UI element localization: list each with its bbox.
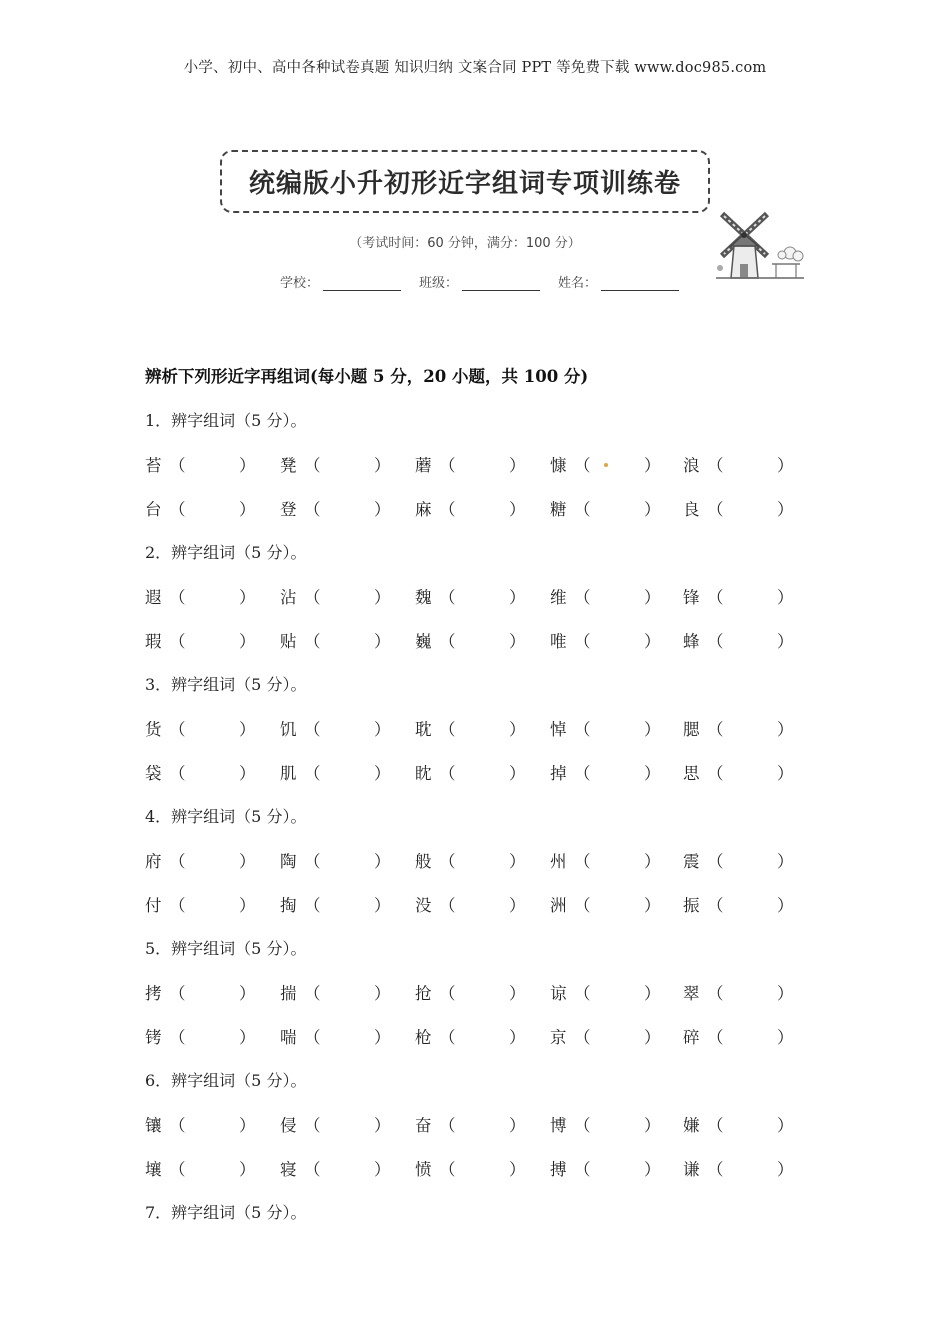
char-label: 登 — [280, 500, 297, 519]
char-label: 眈 — [415, 764, 432, 783]
answer-paren-close: ） — [509, 500, 526, 519]
answer-paren-close: ） — [374, 500, 391, 519]
char-label: 镶 — [145, 1116, 162, 1135]
section-heading: 辨析下列形近字再组词(每小题 5 分，20 小题，共 100 分) — [145, 367, 589, 386]
answer-paren-open[interactable]: （ — [439, 456, 456, 475]
char-label: 侵 — [280, 1116, 297, 1135]
answer-paren-close: ） — [509, 1028, 526, 1047]
question-title: 3．辨字组词（5 分）。 — [145, 675, 307, 694]
answer-paren-open[interactable]: （ — [439, 1028, 456, 1047]
char-label: 魏 — [415, 588, 432, 607]
char-row — [145, 496, 805, 520]
answer-paren-close: ） — [239, 896, 256, 915]
answer-paren-open[interactable]: （ — [304, 632, 321, 651]
char-label: 肌 — [280, 764, 297, 783]
char-label: 振 — [683, 896, 700, 915]
answer-paren-close: ） — [644, 764, 661, 783]
char-row — [145, 584, 805, 608]
char-label: 贴 — [280, 632, 297, 651]
char-label: 震 — [683, 852, 700, 871]
char-label: 州 — [550, 852, 567, 871]
answer-paren-close: ） — [509, 764, 526, 783]
answer-paren-close: ） — [644, 588, 661, 607]
answer-paren-open[interactable]: （ — [574, 984, 591, 1003]
answer-paren-open[interactable]: （ — [574, 500, 591, 519]
answer-paren-open[interactable]: （ — [574, 896, 591, 915]
question-title: 4．辨字组词（5 分）。 — [145, 807, 307, 826]
answer-paren-open[interactable]: （ — [169, 720, 186, 739]
answer-paren-close: ） — [509, 896, 526, 915]
char-label: 良 — [683, 500, 700, 519]
exam-info: （考试时间：60 分钟，满分：100 分） — [349, 236, 581, 251]
char-label: 悼 — [550, 720, 567, 739]
title-box — [220, 150, 710, 213]
char-label: 巍 — [415, 632, 432, 651]
class-label: 班级： — [419, 276, 459, 291]
answer-paren-open[interactable]: （ — [169, 500, 186, 519]
answer-paren-open[interactable]: （ — [574, 1028, 591, 1047]
char-label: 愤 — [415, 1160, 432, 1179]
answer-paren-close: ） — [644, 632, 661, 651]
answer-paren-close: ） — [644, 984, 661, 1003]
answer-paren-open[interactable]: （ — [707, 1028, 724, 1047]
char-label: 碎 — [683, 1028, 700, 1047]
answer-paren-open[interactable]: （ — [439, 984, 456, 1003]
answer-paren-close: ） — [509, 456, 526, 475]
answer-paren-open[interactable]: （ — [574, 632, 591, 651]
school-blank — [323, 274, 401, 291]
answer-paren-close: ） — [509, 1160, 526, 1179]
char-label: 壤 — [145, 1160, 162, 1179]
answer-paren-close: ） — [644, 720, 661, 739]
char-label: 喘 — [280, 1028, 297, 1047]
answer-paren-open[interactable]: （ — [169, 588, 186, 607]
answer-paren-close: ） — [777, 1116, 794, 1135]
char-label: 枪 — [415, 1028, 432, 1047]
answer-paren-close: ） — [239, 588, 256, 607]
char-row — [145, 848, 805, 872]
char-label: 浪 — [683, 456, 700, 475]
answer-paren-close: ） — [374, 852, 391, 871]
answer-paren-open[interactable]: （ — [574, 764, 591, 783]
char-label: 瑕 — [145, 632, 162, 651]
char-row — [145, 980, 805, 1004]
answer-paren-close: ） — [777, 852, 794, 871]
answer-paren-close: ） — [644, 456, 661, 475]
answer-paren-close: ） — [239, 632, 256, 651]
char-label: 付 — [145, 896, 162, 915]
answer-paren-open[interactable]: （ — [439, 764, 456, 783]
windmill-icon — [712, 206, 807, 284]
answer-paren-open[interactable]: （ — [707, 720, 724, 739]
char-row — [145, 716, 805, 740]
char-label: 沾 — [280, 588, 297, 607]
answer-paren-open[interactable]: （ — [439, 896, 456, 915]
answer-paren-open[interactable]: （ — [169, 852, 186, 871]
char-label: 苔 — [145, 456, 162, 475]
char-row — [145, 452, 805, 476]
answer-paren-open[interactable]: （ — [574, 588, 591, 607]
char-label: 货 — [145, 720, 162, 739]
question-title: 6．辨字组词（5 分）。 — [145, 1071, 307, 1090]
answer-paren-open[interactable]: （ — [169, 1160, 186, 1179]
char-label: 凳 — [280, 456, 297, 475]
answer-paren-close: ） — [239, 1028, 256, 1047]
answer-paren-close: ） — [777, 500, 794, 519]
answer-paren-open[interactable]: （ — [707, 984, 724, 1003]
answer-paren-close: ） — [509, 588, 526, 607]
site-header: 小学、初中、高中各种试卷真题 知识归纳 文案合同 PPT 等免费下载 www.doc985.com — [183, 60, 767, 76]
page-title: 统编版小升初形近字组词专项训练卷 — [248, 169, 681, 199]
name-blank — [601, 274, 679, 291]
class-blank — [462, 274, 540, 291]
answer-paren-close: ） — [374, 984, 391, 1003]
answer-paren-close: ） — [374, 1116, 391, 1135]
question-title: 5．辨字组词（5 分）。 — [145, 939, 307, 958]
answer-paren-close: ） — [374, 720, 391, 739]
answer-paren-open[interactable]: （ — [169, 1028, 186, 1047]
answer-paren-open[interactable]: （ — [439, 588, 456, 607]
answer-paren-open[interactable]: （ — [304, 764, 321, 783]
answer-paren-close: ） — [239, 984, 256, 1003]
answer-paren-open[interactable]: （ — [304, 1028, 321, 1047]
answer-paren-close: ） — [777, 1028, 794, 1047]
char-row — [145, 1024, 805, 1048]
char-label: 搏 — [550, 1160, 567, 1179]
char-label: 陶 — [280, 852, 297, 871]
answer-paren-close: ） — [644, 1160, 661, 1179]
char-label: 寝 — [280, 1160, 297, 1179]
char-label: 翠 — [683, 984, 700, 1003]
answer-paren-open[interactable]: （ — [707, 1116, 724, 1135]
answer-paren-open[interactable]: （ — [574, 720, 591, 739]
answer-paren-open[interactable]: （ — [707, 764, 724, 783]
answer-paren-close: ） — [509, 1116, 526, 1135]
char-label: 揣 — [280, 984, 297, 1003]
char-label: 没 — [415, 896, 432, 915]
answer-paren-close: ） — [509, 852, 526, 871]
char-label: 铐 — [145, 1028, 162, 1047]
answer-paren-close: ） — [509, 720, 526, 739]
char-label: 谦 — [683, 1160, 700, 1179]
answer-paren-open[interactable]: （ — [304, 1160, 321, 1179]
answer-paren-close: ） — [777, 764, 794, 783]
answer-paren-close: ） — [239, 764, 256, 783]
answer-paren-open[interactable]: （ — [439, 852, 456, 871]
char-label: 嫌 — [683, 1116, 700, 1135]
answer-paren-open[interactable]: （ — [707, 456, 724, 475]
char-label: 饥 — [280, 720, 297, 739]
answer-paren-close: ） — [509, 632, 526, 651]
answer-paren-open[interactable]: （ — [707, 632, 724, 651]
answer-paren-open[interactable]: （ — [707, 1160, 724, 1179]
answer-paren-close: ） — [374, 1028, 391, 1047]
question-title: 2．辨字组词（5 分）。 — [145, 543, 307, 562]
char-row — [145, 1112, 805, 1136]
answer-paren-close: ） — [644, 896, 661, 915]
char-label: 府 — [145, 852, 162, 871]
answer-paren-close: ） — [374, 896, 391, 915]
answer-paren-open[interactable]: （ — [169, 764, 186, 783]
answer-paren-open[interactable]: （ — [707, 500, 724, 519]
answer-paren-close: ） — [644, 1116, 661, 1135]
char-label: 奋 — [415, 1116, 432, 1135]
answer-paren-close: ） — [239, 456, 256, 475]
answer-paren-open[interactable]: （ — [707, 896, 724, 915]
name-label: 姓名： — [558, 276, 598, 291]
char-label: 耽 — [415, 720, 432, 739]
answer-paren-close: ） — [777, 1160, 794, 1179]
answer-paren-close: ） — [644, 1028, 661, 1047]
char-label: 锋 — [683, 588, 700, 607]
answer-paren-open[interactable]: （ — [169, 632, 186, 651]
answer-paren-close: ） — [374, 1160, 391, 1179]
answer-paren-close: ） — [777, 456, 794, 475]
answer-paren-close: ） — [374, 764, 391, 783]
char-label: 台 — [145, 500, 162, 519]
char-label: 谅 — [550, 984, 567, 1003]
answer-paren-close: ） — [777, 984, 794, 1003]
char-row — [145, 1156, 805, 1180]
char-label: 慷 — [550, 456, 567, 475]
answer-paren-close: ） — [777, 588, 794, 607]
answer-paren-close: ） — [644, 500, 661, 519]
answer-paren-open[interactable]: （ — [574, 1116, 591, 1135]
answer-paren-open[interactable]: （ — [304, 456, 321, 475]
answer-paren-open[interactable]: （ — [439, 720, 456, 739]
answer-paren-open[interactable]: （ — [304, 852, 321, 871]
stray-dot — [604, 463, 608, 467]
answer-paren-open[interactable]: （ — [574, 1160, 591, 1179]
answer-paren-open[interactable]: （ — [304, 896, 321, 915]
answer-paren-close: ） — [644, 852, 661, 871]
answer-paren-open[interactable]: （ — [574, 456, 591, 475]
answer-paren-open[interactable]: （ — [169, 896, 186, 915]
char-label: 掏 — [280, 896, 297, 915]
char-label: 袋 — [145, 764, 162, 783]
answer-paren-open[interactable]: （ — [169, 1116, 186, 1135]
answer-paren-close: ） — [374, 632, 391, 651]
char-label: 般 — [415, 852, 432, 871]
char-label: 蘑 — [415, 456, 432, 475]
char-row — [145, 892, 805, 916]
char-label: 蜂 — [683, 632, 700, 651]
char-label: 博 — [550, 1116, 567, 1135]
answer-paren-open[interactable]: （ — [169, 984, 186, 1003]
answer-paren-close: ） — [777, 720, 794, 739]
answer-paren-open[interactable]: （ — [707, 588, 724, 607]
answer-paren-open[interactable]: （ — [169, 456, 186, 475]
char-label: 遐 — [145, 588, 162, 607]
answer-paren-close: ） — [509, 984, 526, 1003]
char-label: 唯 — [550, 632, 567, 651]
char-label: 维 — [550, 588, 567, 607]
answer-paren-open[interactable]: （ — [439, 1116, 456, 1135]
answer-paren-close: ） — [374, 456, 391, 475]
answer-paren-open[interactable]: （ — [574, 852, 591, 871]
answer-paren-close: ） — [777, 896, 794, 915]
char-row — [145, 628, 805, 652]
answer-paren-open[interactable]: （ — [707, 852, 724, 871]
answer-paren-close: ） — [239, 720, 256, 739]
answer-paren-close: ） — [239, 852, 256, 871]
answer-paren-close: ） — [239, 1160, 256, 1179]
char-label: 拷 — [145, 984, 162, 1003]
answer-paren-open[interactable]: （ — [304, 500, 321, 519]
answer-paren-open[interactable]: （ — [439, 632, 456, 651]
char-label: 抢 — [415, 984, 432, 1003]
question-title: 1．辨字组词（5 分）。 — [145, 411, 307, 430]
char-label: 麻 — [415, 500, 432, 519]
student-info-line — [280, 272, 710, 291]
answer-paren-open[interactable]: （ — [439, 500, 456, 519]
answer-paren-close: ） — [374, 588, 391, 607]
question-title: 7．辨字组词（5 分）。 — [145, 1203, 307, 1222]
answer-paren-close: ） — [239, 1116, 256, 1135]
answer-paren-open[interactable]: （ — [304, 984, 321, 1003]
char-row — [145, 760, 805, 784]
char-label: 糖 — [550, 500, 567, 519]
char-label: 掉 — [550, 764, 567, 783]
answer-paren-close: ） — [239, 500, 256, 519]
school-label: 学校： — [280, 276, 320, 291]
answer-paren-open[interactable]: （ — [304, 720, 321, 739]
answer-paren-open[interactable]: （ — [304, 1116, 321, 1135]
char-label: 思 — [683, 764, 700, 783]
answer-paren-open[interactable]: （ — [439, 1160, 456, 1179]
char-label: 洲 — [550, 896, 567, 915]
char-label: 京 — [550, 1028, 567, 1047]
answer-paren-close: ） — [777, 632, 794, 651]
answer-paren-open[interactable]: （ — [304, 588, 321, 607]
char-label: 腮 — [683, 720, 700, 739]
